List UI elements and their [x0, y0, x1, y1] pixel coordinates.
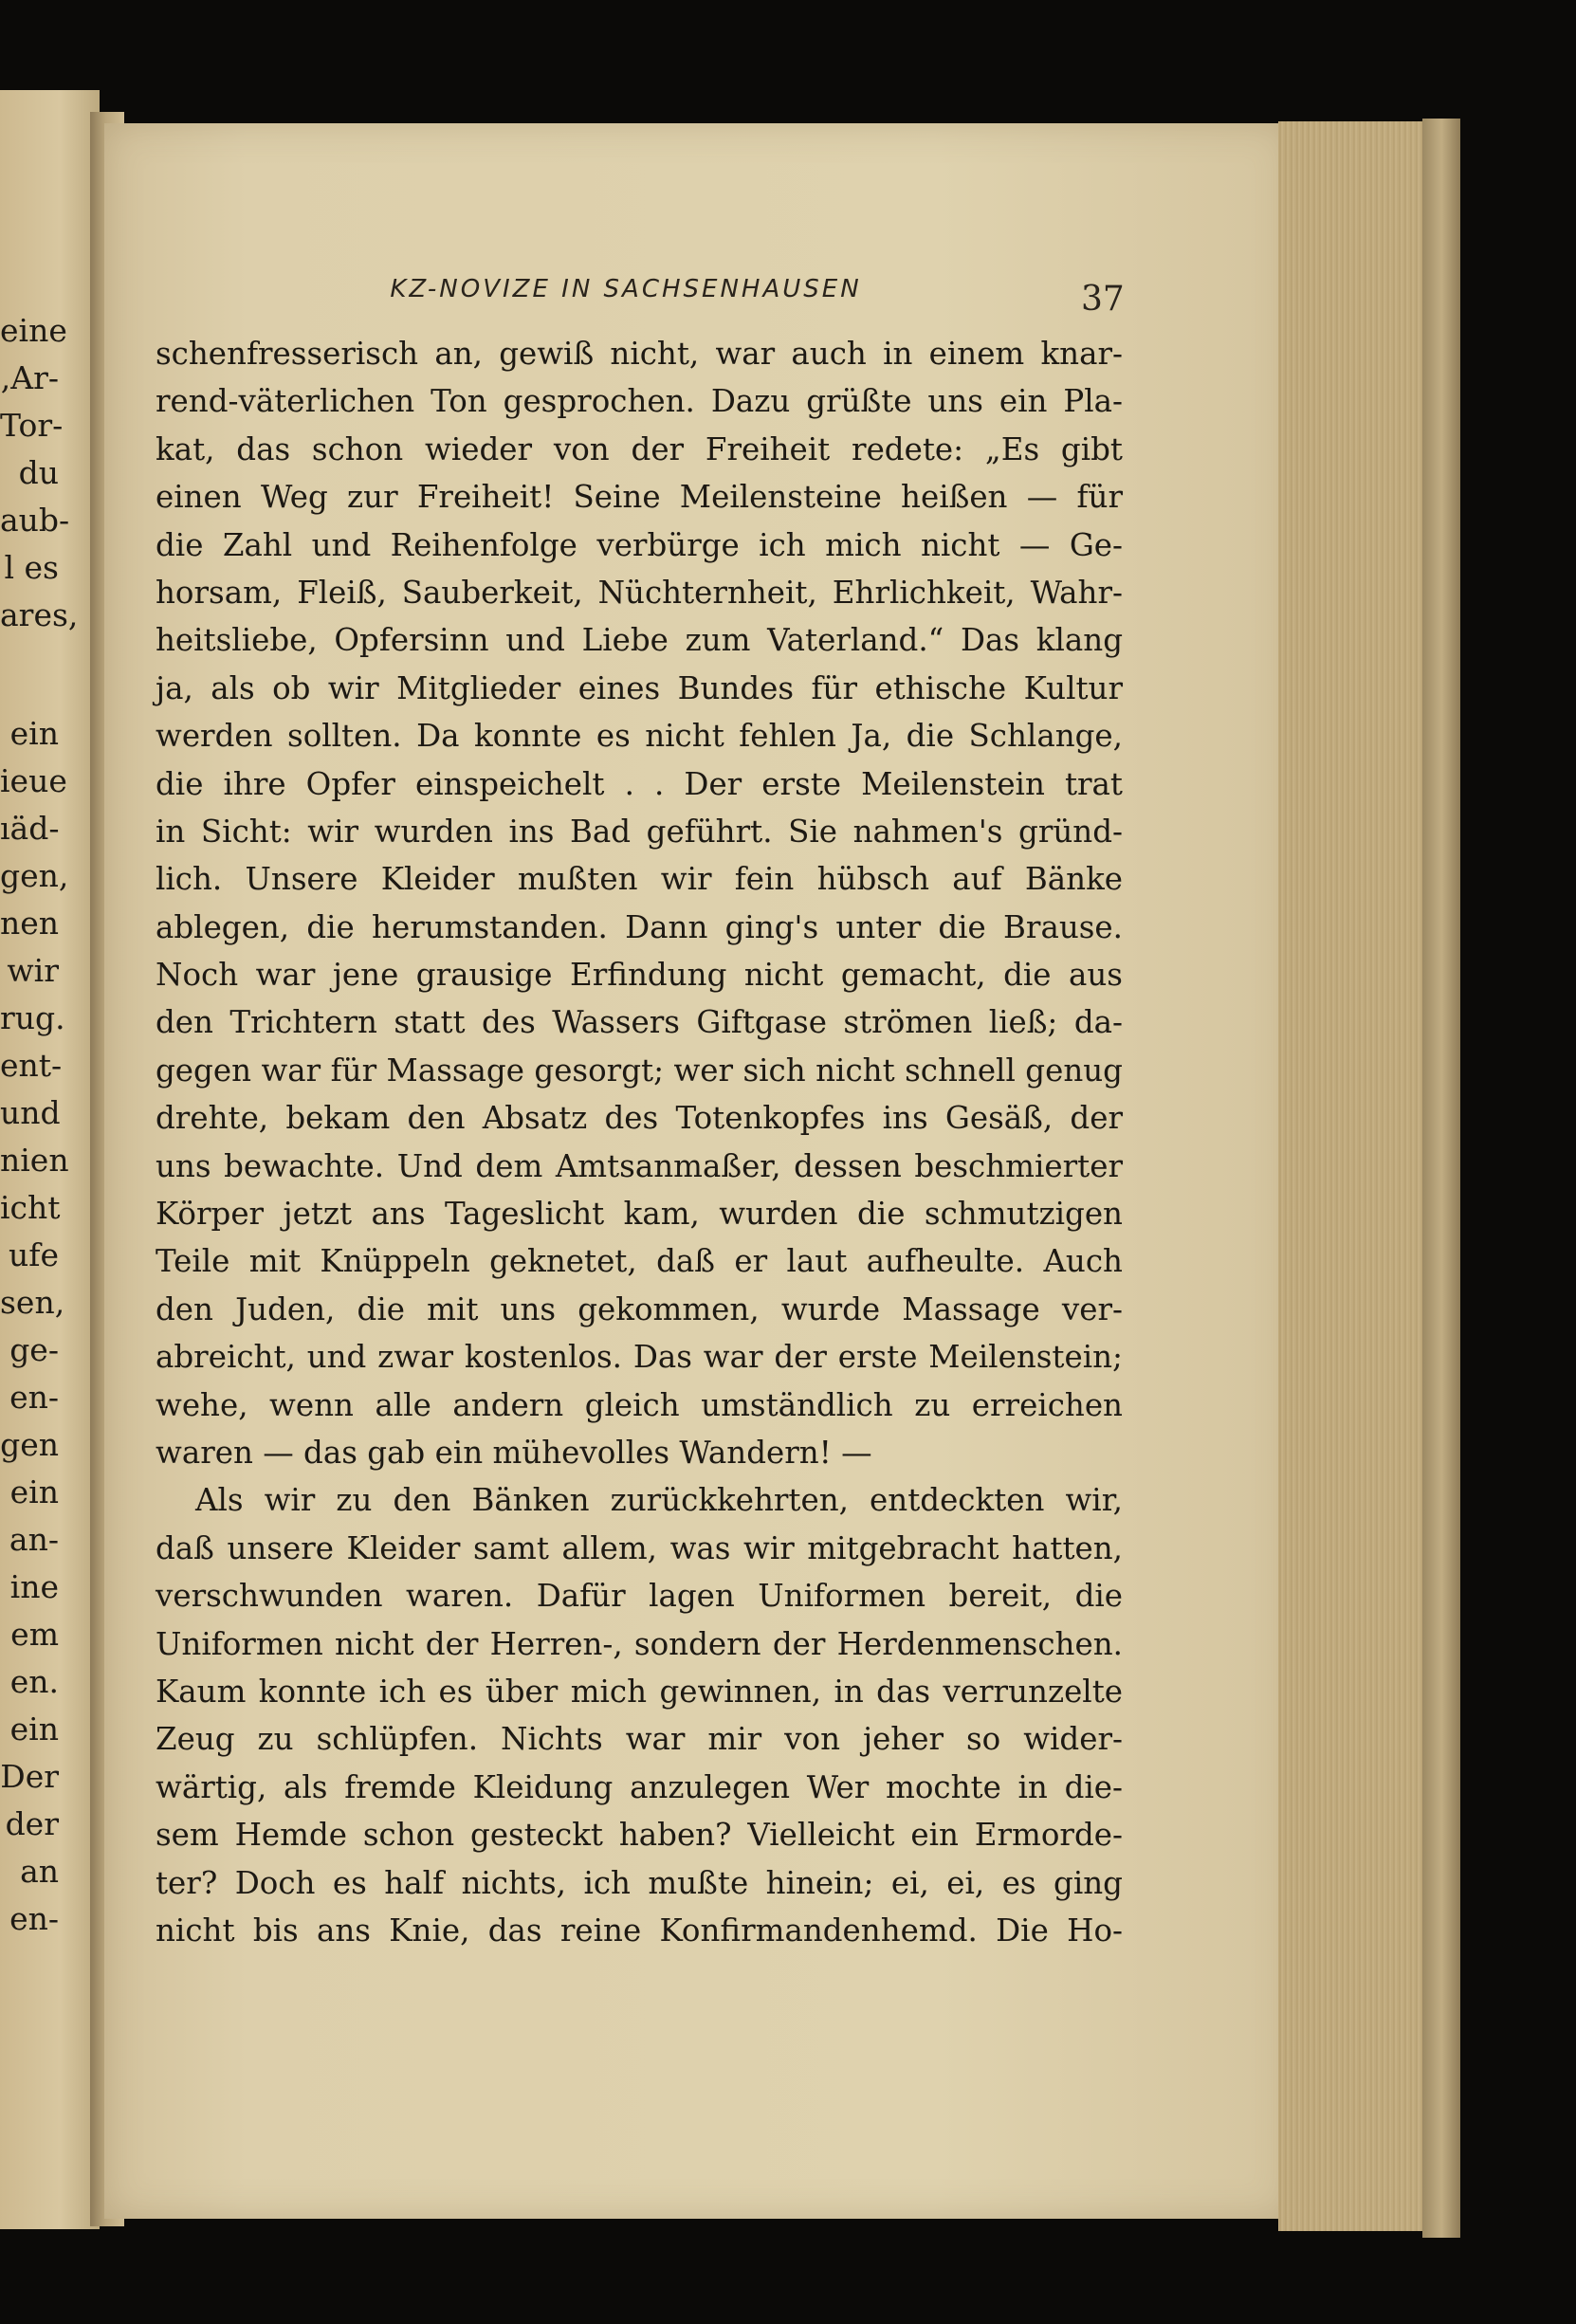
text-line: nicht bis ans Knie, das reine Konfirmandenhemd. Die Ho- — [156, 1912, 1123, 1949]
text-line: Uniformen nicht der Herren-, sondern der Herdenmenschen. — [156, 1625, 1123, 1662]
left-fragment: ein — [9, 1711, 59, 1748]
left-fragment: und — [0, 1094, 61, 1131]
left-fragment: l es — [4, 549, 59, 586]
text-line: Zeug zu schlüpfen. Nichts war mir von jeher so wider- — [156, 1721, 1123, 1758]
text-line: wehe, wenn alle andern gleich umständlich zu erreichen — [156, 1386, 1123, 1423]
text-line: daß unsere Kleider samt allem, was wir mitgebracht hatten, — [156, 1529, 1123, 1566]
left-facing-page — [0, 90, 100, 2229]
left-fragment: an — [20, 1853, 59, 1890]
left-fragment: ieue — [0, 762, 67, 799]
text-line: ablegen, die herumstanden. Dann ging's unter die Brause. — [156, 908, 1123, 945]
text-line: horsam, Fleiß, Sauberkeit, Nüchternheit, Ehrlichkeit, Wahr- — [156, 574, 1123, 611]
page-block-edges — [1278, 121, 1435, 2231]
book-cover-edge — [1422, 119, 1460, 2238]
text-line: die ihre Opfer einspeichelt . . Der erste Meilenstein trat — [156, 765, 1123, 802]
text-line: wärtig, als fremde Kleidung anzulegen Wer mochte in die- — [156, 1768, 1123, 1805]
page-number: 37 — [1081, 280, 1125, 319]
left-fragment: ufe — [9, 1236, 59, 1273]
text-line: den Trichtern statt des Wassers Giftgase strömen ließ; da- — [156, 1004, 1123, 1041]
text-line: Körper jetzt ans Tageslicht kam, wurden die schmutzigen — [156, 1196, 1123, 1233]
text-line: verschwunden waren. Dafür lagen Uniformen bereit, die — [156, 1578, 1123, 1615]
text-line: ja, als ob wir Mitglieder eines Bundes für ethische Kultur — [156, 669, 1123, 706]
text-line: sem Hemde schon gesteckt haben? Vielleicht ein Ermorde- — [156, 1817, 1123, 1854]
left-fragment: ge- — [9, 1331, 59, 1368]
left-fragment: em — [10, 1616, 59, 1653]
text-line: uns bewachte. Und dem Amtsanmaßer, dessen beschmierter — [156, 1147, 1123, 1184]
left-fragment: ein — [9, 715, 59, 752]
text-line: Kaum konnte ich es über mich gewinnen, in das verrunzelte — [156, 1673, 1123, 1710]
text-line: werden sollten. Da konnte es nicht fehlen Ja, die Schlange, — [156, 718, 1123, 755]
left-fragment: eine — [0, 312, 67, 349]
left-fragment: aub- — [0, 502, 70, 539]
left-fragment: en- — [9, 1900, 59, 1937]
text-line: schenfresserisch an, gewiß nicht, war auch in einem knar- — [156, 336, 1123, 372]
text-line: die Zahl und Reihenfolge verbürge ich mich nicht — Ge- — [156, 526, 1123, 563]
body-text — [156, 330, 1123, 1954]
left-fragment: en- — [9, 1379, 59, 1416]
left-fragment: gen — [0, 1426, 59, 1463]
left-fragment: nen — [0, 905, 60, 942]
text-line: drehte, bekam den Absatz des Totenkopfes ins Gesäß, der — [156, 1100, 1123, 1137]
left-fragment: Der — [0, 1758, 59, 1795]
text-line: ter? Doch es half nichts, ich mußte hinein; ei, ei, es ging — [156, 1864, 1123, 1901]
text-line: den Juden, die mit uns gekommen, wurde Massage ver- — [156, 1290, 1123, 1327]
left-fragment: ıäd- — [0, 810, 60, 847]
text-line: kat, das schon wieder von der Freiheit redete: „Es gibt — [156, 430, 1123, 467]
left-fragment: gen, — [0, 857, 69, 894]
text-line: lich. Unsere Kleider mußten wir fein hübsch auf Bänke — [156, 861, 1123, 898]
left-fragment: sen, — [0, 1284, 65, 1321]
left-fragment: en. — [9, 1663, 59, 1700]
left-fragment: an- — [9, 1521, 59, 1558]
text-line: einen Weg zur Freiheit! Seine Meilensteine heißen — für — [156, 479, 1123, 516]
text-line: Teile mit Knüppeln geknetet, daß er laut aufheulte. Auch — [156, 1243, 1123, 1280]
text-line: gegen war für Massage gesorgt; wer sich nicht schnell genug — [156, 1052, 1123, 1089]
left-fragment: nien — [0, 1142, 69, 1179]
text-line: Als wir zu den Bänken zurückkehrten, entdeckten wir, — [195, 1482, 1123, 1519]
text-line: Noch war jene grausige Erfindung nicht gemacht, die aus — [156, 957, 1123, 994]
left-fragment: du — [18, 454, 59, 491]
left-fragment: wir — [7, 952, 59, 989]
text-line: abreicht, und zwar kostenlos. Das war der erste Meilenstein; — [156, 1339, 1123, 1376]
left-fragment: Tor- — [0, 407, 64, 444]
text-line: heitsliebe, Opfersinn und Liebe zum Vaterland.“ Das klang — [156, 622, 1123, 659]
left-fragment: ares, — [0, 596, 79, 633]
text-line: waren — das gab ein mühevolles Wandern! — — [156, 1434, 872, 1471]
left-fragment: ine — [9, 1568, 59, 1605]
running-title: KZ-NOVIZE IN SACHSENHAUSEN — [390, 275, 862, 303]
text-line: in Sicht: wir wurden ins Bad geführt. Sie nahmen's gründ- — [156, 813, 1123, 850]
left-fragment: ent- — [0, 1047, 63, 1084]
left-fragment: der — [5, 1805, 59, 1842]
text-line: rend-väterlichen Ton gesprochen. Dazu grüßte uns ein Pla- — [156, 383, 1123, 420]
left-fragment: rug. — [0, 999, 65, 1036]
left-fragment: ,Ar- — [0, 359, 59, 396]
left-fragment: icht — [0, 1189, 61, 1226]
left-fragment: ein — [9, 1473, 59, 1510]
